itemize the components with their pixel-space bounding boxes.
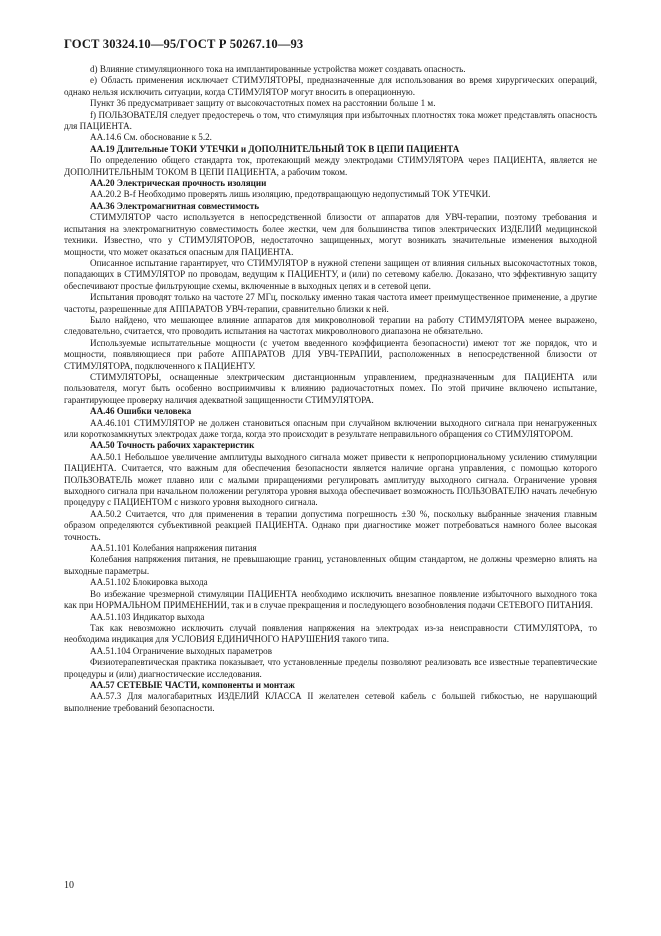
section-heading: АА.20 Электрическая прочность изоляции	[90, 178, 267, 189]
paragraph: АА.51.101 Колебания напряжения питания	[90, 543, 257, 554]
section-heading: АА.36 Электромагнитная совместимость	[90, 200, 260, 211]
paragraph: АА.46.101 СТИМУЛЯТОР не должен становиться опасным при случайном включении выходного сигнала при ненагруженных или короткозамкнутых электродах даже тогда, когда это происходит в результате неправильного обращения со СТИМУЛЯТОРОМ.	[64, 417, 597, 439]
paragraph: АА.51.103 Индикатор выхода	[90, 611, 205, 622]
paragraph: Было найдено, что мешающее влияние аппаратов для микроволновой терапии на работу СТИМУЛЯТОРА менее выражено, следовательно, считается, что проводить испытания на частотах микроволнового диапазона не обязательно.	[64, 314, 597, 337]
paragraph: По определению общего стандарта ток, протекающий между электродами СТИМУЛЯТОРА через ПАЦИЕНТА, является не ДОПОЛНИТЕЛЬНЫМ ТОКОМ В ЦЕПИ ПАЦИЕНТА, а рабочим током.	[64, 155, 597, 177]
paragraph: Колебания напряжения питания, не превышающие границ, установленных общим стандартом, не должны чрезмерно влиять на выходные параметры.	[64, 554, 597, 576]
paragraph: СТИМУЛЯТОР часто используется в непосредственной близости от аппаратов для УВЧ-терапии, поэтому требования и испытания на электромагнитную совместимость более жестки, чем для большинства типов электрических ИЗДЕЛИЙ медицинской техники. Известно, что у СТИМУЛЯТОРОВ, недостаточно защищенных, могут возникать значительные изменения выходной мощности, что может оказаться опасным для ПАЦИЕНТА.	[64, 212, 597, 257]
section-heading: АА.57 СЕТЕВЫЕ ЧАСТИ, компоненты и монтаж	[90, 679, 295, 690]
paragraph: d) Влияние стимуляционного тока на имплантированные устройства может создавать опасность.	[90, 64, 466, 74]
paragraph: АА.50.1 Небольшое увеличение амплитуды выходного сигнала может привести к непропорциональному усилению стимуляции ПАЦИЕНТА. Считается, что важным для обеспечения безопасности является наличие органа управления, с помощью которого ПОЛЬЗОВАТЕЛЬ может плавно или с малыми приращениями регулировать амплитуду выходного сигнала. Ограничение уровня выходного сигнала при начальном положении регулятора уровня выхода обеспечивает возможность ПОЛЬЗОВАТЕЛЮ начать лечебную процедуру с ПАЦИЕНТОМ с низкого уровня выходного сигнала.	[64, 451, 597, 508]
paragraph: АА.51.102 Блокировка выхода	[90, 577, 208, 588]
paragraph: Пункт 36 предусматривает защиту от высокочастотных помех на расстоянии больше 1 м.	[90, 98, 436, 109]
paragraph: f) ПОЛЬЗОВАТЕЛЯ следует предостеречь о том, что стимуляция при избыточных плотностях тока может представлять опасность для ПАЦИЕНТА.	[64, 109, 597, 132]
paragraph: e) Область применения исключает СТИМУЛЯТОРЫ, предназначенные для использования во время хирургических операций, однако нельзя исключить ситуации, когда СТИМУЛЯТОР могут вносить в операционную.	[64, 75, 597, 97]
paragraph: АА.14.6 См. обоснование к 5.2.	[90, 132, 212, 143]
paragraph: АА.50.2 Считается, что для применения в терапии допустима погрешность ±30 %, поскольку выбранные значения главным образом определяются субъективной реакцией ПАЦИЕНТА. Однако при диагностике может потребоваться намного более высокая точность.	[64, 508, 597, 542]
paragraph: АА.57.3 Для малогабаритных ИЗДЕЛИЙ КЛАССА II желателен сетевой кабель с большей гибкостью, не нарушающий выполнение требований безопасности.	[64, 691, 597, 713]
paragraph: АА.20.2 B-f Необходимо проверять лишь изоляцию, предотвращающую недопустимый ТОК УТЕЧКИ.	[90, 189, 491, 200]
paragraph: СТИМУЛЯТОРЫ, оснащенные электрическим дистанционным управлением, предназначенным для ПАЦИЕНТА или пользователя, могут быть особенно восприимчивы к влиянию радиочастотных помех. По этой причине включено испытание, гарантирующее проверку наличия адекватной защищенности СТИМУЛЯТОРА.	[64, 371, 597, 405]
page-header: ГОСТ 30324.10—95/ГОСТ Р 50267.10—93	[64, 37, 304, 51]
paragraph: Так как невозможно исключить случай появления напряжения на электродах из-за неисправности СТИМУЛЯТОРА, то необходима индикация для УСЛОВИЯ ЕДИНИЧНОГО НАРУШЕНИЯ такого типа.	[64, 622, 597, 645]
paragraph: Физиотерапевтическая практика показывает, что установленные пределы позволяют реализовать все известные терапевтические процедуры и (или) диагностические исследования.	[64, 657, 597, 679]
paragraph: АА.51.104 Ограничение выходных параметров	[90, 645, 273, 656]
document-body	[64, 64, 597, 714]
paragraph: Описанное испытание гарантирует, что СТИМУЛЯТОР в нужной степени защищен от влияния сильных высокочастотных токов, попадающих в СТИМУЛЯТОР по проводам, ведущим к ПАЦИЕНТУ, и (или) по сетевому кабелю. Доказано, что эффективную защиту обеспечивают простые фильтрующие схемы, включенные в выходных цепях и в сетевой цепи.	[64, 257, 597, 291]
paragraph: Во избежание чрезмерной стимуляции ПАЦИЕНТА необходимо исключить внезапное появление избыточного выходного тока как при НОРМАЛЬНОМ ПРИМЕНЕНИИ, так и в случае прекращения и последующего возобновления подачи СЕТЕВОГО ПИТАНИЯ.	[64, 588, 597, 611]
section-heading: АА.46 Ошибки человека	[90, 406, 192, 417]
paragraph: Используемые испытательные мощности (с учетом введенного коэффициента безопасности) имеют тот же порядок, что и мощности, появляющиеся при работе АППАРАТОВ ДЛЯ УВЧ-ТЕРАПИИ, расположенных в непосредственной близости от СТИМУЛЯТОРА, подключенного к ПАЦИЕНТУ.	[64, 337, 597, 371]
section-heading: АА.50 Точность рабочих характеристик	[90, 440, 255, 451]
page-number: 10	[64, 880, 74, 891]
paragraph: Испытания проводят только на частоте 27 МГц, поскольку именно такая частота имеет преимущественное применение, а другие частоты, разрешенные для АППАРАТОВ УВЧ-терапии, сравнительно близки к ней.	[64, 292, 597, 314]
section-heading: АА.19 Длительные ТОКИ УТЕЧКИ и ДОПОЛНИТЕЛЬНЫЙ ТОК В ЦЕПИ ПАЦИЕНТА	[90, 143, 460, 154]
